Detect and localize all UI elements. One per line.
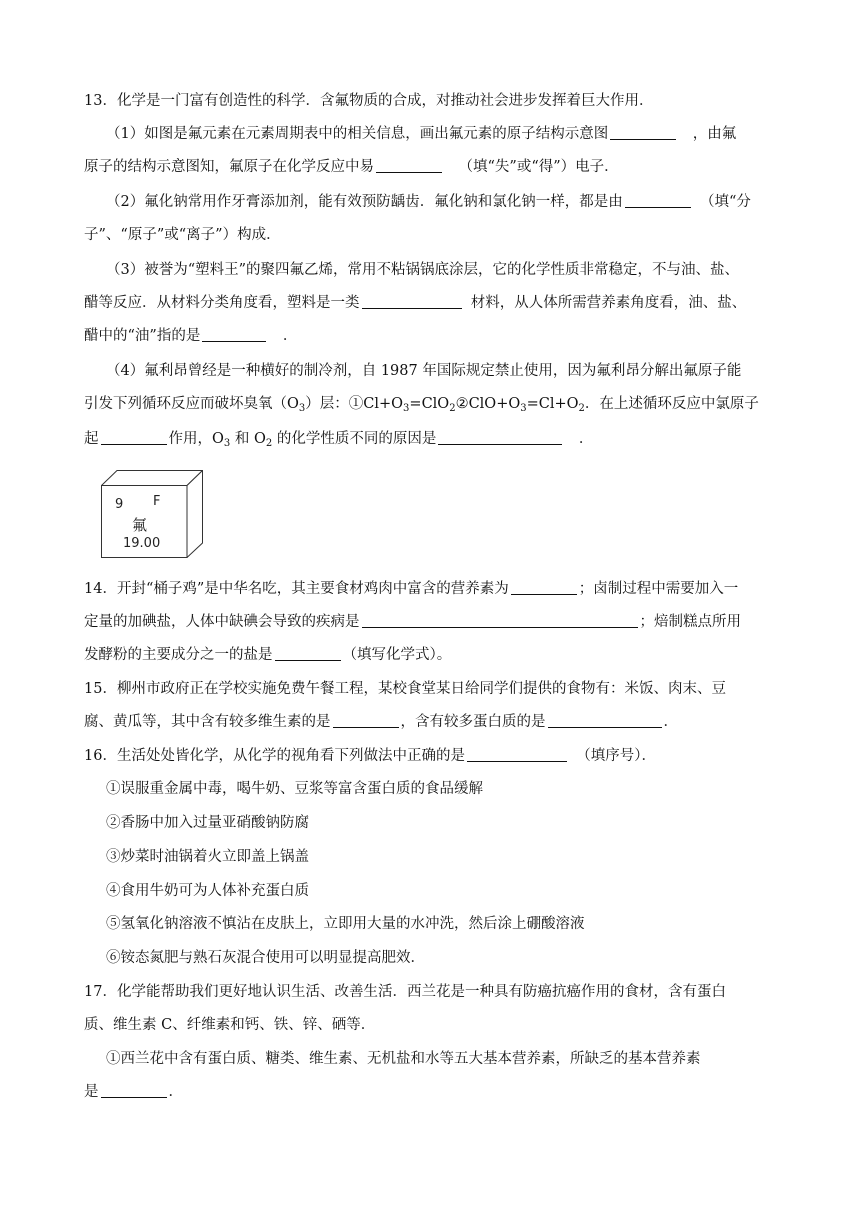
q13-p4-sub: 2 <box>449 403 456 414</box>
q15-answer-blank-1[interactable] <box>333 713 399 728</box>
q13-p4-sub: 3 <box>223 438 231 449</box>
element-symbol: F <box>153 494 161 509</box>
q13-intro <box>84 91 653 111</box>
q13-p4-text: ）层：①Cl+O <box>305 396 404 412</box>
element-atomic-number: 9 <box>115 497 124 512</box>
q13-p4-text: 引发下列循环反应而破坏臭氧（O <box>84 396 299 412</box>
q14-text-c: 定量的加碘盐，人体中缺碘会导致的疾病是 <box>84 614 360 630</box>
q13-intro-text: 13．化学是一门富有创造性的科学．含氟物质的合成，对推动社会进步发挥着巨大作用． <box>84 93 654 109</box>
q13-part3-line3 <box>84 326 297 346</box>
q14-text-d: ；焙制糕点所用 <box>639 614 741 630</box>
q13-part2-line2 <box>84 225 281 245</box>
q16-text-b: （填序号）． <box>576 748 656 764</box>
q16-option-text: ③炒菜时油锅着火立即盖上锅盖 <box>106 849 309 865</box>
q16-option-5 <box>106 914 585 934</box>
q13-p4-sub: 2 <box>265 438 273 449</box>
q13-p3-text-d: 醋中的“油”指的是 <box>84 328 201 344</box>
q16-answer-blank[interactable] <box>467 747 567 762</box>
q14-text-a: 14．开封“桶子鸡”是中华名吃，其主要食材鸡肉中富含的营养素为 <box>84 581 509 597</box>
q13-part2-line1 <box>106 192 751 212</box>
q13-answer-blank-6[interactable] <box>101 430 167 445</box>
q13-p4-text: 起 <box>84 431 99 447</box>
q13-part4-line3 <box>84 429 593 449</box>
q13-p1-text-b: ，由氟 <box>692 126 737 142</box>
q14-line2 <box>84 612 741 632</box>
q17-line1 <box>84 982 726 1002</box>
q16-option-text: ①误服重金属中毒，喝牛奶、豆浆等富含蛋白质的食品缓解 <box>106 781 483 797</box>
q14-answer-blank-2[interactable] <box>362 613 638 628</box>
q13-answer-blank-2[interactable] <box>376 158 442 173</box>
q13-p4-text-a: （4）氟利昂曾经是一种横好的制冷剂，自 1987 年国际规定禁止使用，因为氟利昂分解出氟原子能 <box>106 363 742 379</box>
q13-part1-line2 <box>84 157 619 177</box>
q13-answer-blank-7[interactable] <box>438 430 562 445</box>
q13-p3-text-a: （3）被誉为“塑料王”的聚四氟乙烯，常用不粘锅锅底涂层，它的化学性质非常稳定，不与油、盐、 <box>106 262 740 278</box>
q13-p4-sub: 3 <box>298 403 306 414</box>
q13-p4-sub: 3 <box>403 403 410 414</box>
q13-p4-text: 和 O <box>230 431 266 447</box>
q14-answer-blank-3[interactable] <box>275 646 341 661</box>
q15-line2 <box>84 712 678 732</box>
q13-p2-text-c: 子”、“原子”或“离子”）构成． <box>84 227 281 243</box>
q15-text-b: 腐、黄瓜等，其中含有较多维生素的是 <box>84 714 331 730</box>
q13-p4-text: ．在上述循环反应中氯原子 <box>584 396 759 412</box>
element-name: 氟 <box>132 516 148 534</box>
q16-stem <box>84 746 656 766</box>
element-atomic-mass: 19.00 <box>123 536 161 551</box>
q13-p4-sub: 3 <box>520 403 527 414</box>
q13-p1-text-a: （1）如图是氟元素在元素周期表中的相关信息，画出氟元素的原子结构示意图 <box>106 126 609 142</box>
q13-p4-text: =ClO <box>409 396 450 412</box>
q13-p4-text: 的化学性质不同的原因是 <box>272 431 437 447</box>
q16-option-text: ②香肠中加入过量亚硝酸钠防腐 <box>106 815 309 831</box>
q17-line3 <box>106 1049 701 1069</box>
q15-text-c: ，含有较多蛋白质的是 <box>400 714 546 730</box>
q13-p4-text: =Cl+O <box>526 396 579 412</box>
q13-answer-blank-4[interactable] <box>362 294 462 309</box>
q13-part1-line1 <box>106 124 736 144</box>
q17-line4 <box>84 1082 183 1102</box>
q16-option-text: ⑥铵态氮肥与熟石灰混合使用可以明显提高肥效． <box>106 950 425 966</box>
q15-text-d: ． <box>663 714 678 730</box>
q13-p2-text-a: （2）氟化钠常用作牙膏添加剂，能有效预防龋齿．氟化钠和氯化钠一样，都是由 <box>106 194 623 210</box>
q13-p4-text: 作用，O <box>168 431 224 447</box>
q13-p3-text-e: ． <box>282 328 298 344</box>
q17-answer-blank[interactable] <box>101 1083 167 1098</box>
q13-p2-text-b: （填“分 <box>699 194 751 210</box>
q14-text-b: ；卤制过程中需要加入一 <box>578 581 739 597</box>
q15-text-a: 15．柳州市政府正在学校实施免费午餐工程，某校食堂某日给同学们提供的食物有：米饭、肉末、豆 <box>84 681 726 697</box>
q17-line2 <box>84 1015 375 1035</box>
q14-line3 <box>84 645 451 665</box>
q16-option-text: ④食用牛奶可为人体补充蛋白质 <box>106 883 309 899</box>
fluorine-element-tile <box>101 470 203 558</box>
q16-option-2 <box>106 813 309 833</box>
q13-p4-text: ②ClO+O <box>455 396 521 412</box>
q13-answer-blank-3[interactable] <box>625 193 691 208</box>
q16-option-3 <box>106 847 309 867</box>
q14-answer-blank-1[interactable] <box>511 580 577 595</box>
q13-part3-line2 <box>84 293 746 313</box>
q14-line1 <box>84 579 738 599</box>
q17-text-a: 17．化学能帮助我们更好地认识生活、改善生活．西兰花是一种具有防癌抗癌作用的食材，含有蛋白 <box>84 984 726 1000</box>
q14-text-f: （填写化学式）。 <box>342 647 452 663</box>
q13-part3-line1 <box>106 260 739 280</box>
q13-p3-text-b: 醋等反应．从材料分类角度看，塑料是一类 <box>84 295 360 311</box>
q13-answer-blank-5[interactable] <box>202 327 266 342</box>
q13-p4-text: ． <box>578 431 594 447</box>
q13-p1-text-c: 原子的结构示意图知，氟原子在化学反应中易 <box>84 159 374 175</box>
q17-text-d: 是 <box>84 1084 99 1100</box>
q16-option-4 <box>106 881 309 901</box>
q13-answer-blank-1[interactable] <box>610 125 676 140</box>
q13-part4-line1 <box>106 361 741 381</box>
q16-option-1 <box>106 779 483 799</box>
q17-text-b: 质、维生素 C、纤维素和钙、铁、锌、硒等． <box>84 1017 376 1033</box>
q13-part4-line2 <box>84 394 759 414</box>
q15-line1 <box>84 679 726 699</box>
q17-text-c: ①西兰花中含有蛋白质、糖类、维生素、无机盐和水等五大基本营养素，所缺乏的基本营养素 <box>106 1051 701 1067</box>
q16-option-6 <box>106 948 425 968</box>
q13-p4-sub: 2 <box>578 403 585 414</box>
q15-answer-blank-2[interactable] <box>548 713 662 728</box>
q13-p1-text-d: （填“失”或“得”）电子． <box>458 159 619 175</box>
q16-option-text: ⑤氢氧化钠溶液不慎沾在皮肤上，立即用大量的水冲洗，然后涂上硼酸溶液 <box>106 916 585 932</box>
q16-text-a: 16．生活处处皆化学，从化学的视角看下列做法中正确的是 <box>84 748 465 764</box>
q17-text-e: ． <box>168 1084 183 1100</box>
q13-p3-text-c: 材料，从人体所需营养素角度看，油、盐、 <box>470 295 747 311</box>
q14-text-e: 发酵粉的主要成分之一的盐是 <box>84 647 273 663</box>
